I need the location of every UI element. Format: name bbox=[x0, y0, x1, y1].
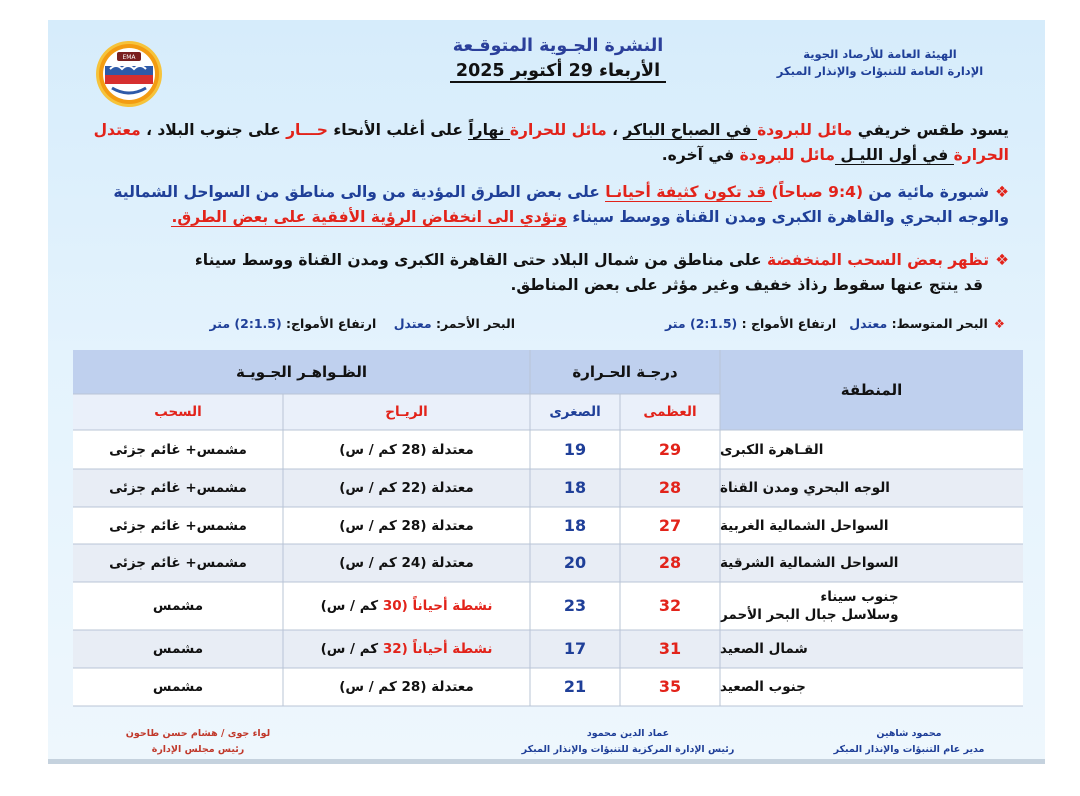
min-temp-cell: 17 bbox=[530, 630, 620, 668]
org-name: الهيئة العامة للأرصاد الجوية bbox=[803, 47, 957, 61]
ema-logo bbox=[92, 38, 166, 108]
bulletin-sheet bbox=[48, 20, 1045, 764]
min-temp-cell: 20 bbox=[530, 544, 620, 582]
organization-header bbox=[745, 46, 1015, 80]
bulletin-title-block bbox=[378, 34, 738, 84]
region-cell: السواحل الشمالية الغربية bbox=[720, 507, 1023, 544]
bulletin-date: الأربعاء 29 أكتوبر 2025 bbox=[378, 58, 738, 84]
general-forecast-paragraph: يسود طقس خريفي مائل للبرودة في الصباح الباكر ، مائل للحرارة نهاراً على أغلب الأنحاء حـــار على جنوب البلاد ، معتدل الحرارة في أول الليـل مائل للبرودة في آخره. bbox=[93, 121, 1009, 164]
wind-cell: نشطة أحياناً (30 كم / س) bbox=[283, 582, 530, 630]
clouds-paragraph: ❖تظهر بعض السحب المنخفضة على مناطق من شمال البلاد حتى القاهرة الكبرى ومدن القناة ووسط سيناء قد ينتج عنها سقوط رذاذ خفيف وغير مؤثر على بعض المناطق. bbox=[194, 251, 1009, 294]
min-temp-cell: 18 bbox=[530, 469, 620, 507]
region-cell: السواحل الشمالية الشرقية bbox=[720, 544, 1023, 582]
header-min-temp: الصغرى bbox=[530, 394, 620, 430]
header-wind: الريـاح bbox=[283, 394, 530, 430]
svg-text:EMA: EMA bbox=[122, 54, 136, 61]
bullet-icon: ❖ bbox=[993, 316, 1005, 331]
clouds-cell: مشمس+ غائم جزئى bbox=[73, 469, 283, 507]
max-temp-cell: 27 bbox=[620, 507, 720, 544]
signature-board-chairman: لواء جوى / هشام حسن طاحون رئيس مجلس الإدارة bbox=[125, 728, 271, 755]
region-cell: جنوب سيناء وسلاسل جبال البحر الأحمر bbox=[720, 582, 1023, 630]
wind-cell: معتدلة (22 كم / س) bbox=[283, 469, 530, 507]
org-department: الإدارة العامة للتنبؤات والإنذار المبكر bbox=[776, 64, 984, 78]
max-temp-cell: 32 bbox=[620, 582, 720, 630]
wind-cell: معتدلة (28 كم / س) bbox=[283, 668, 530, 706]
header-max-temp: العظمى bbox=[620, 394, 720, 430]
min-temp-cell: 18 bbox=[530, 507, 620, 544]
region-cell: القـاهرة الكبرى bbox=[720, 430, 1023, 469]
wind-cell: معتدلة (28 كم / س) bbox=[283, 507, 530, 544]
bullet-icon: ❖ bbox=[995, 251, 1009, 269]
wind-cell: نشطة أحياناً (32 كم / س) bbox=[283, 630, 530, 668]
red-sea-state: البحر الأحمر: معتدل ارتفاع الأمواج: (2:1.5) متر bbox=[209, 316, 515, 331]
max-temp-cell: 29 bbox=[620, 430, 720, 469]
min-temp-cell: 21 bbox=[530, 668, 620, 706]
forecast-table bbox=[73, 350, 1023, 708]
clouds-cell: مشمس bbox=[73, 630, 283, 668]
bulletin-title: النشرة الجـوية المتوقـعة bbox=[452, 36, 664, 56]
max-temp-cell: 28 bbox=[620, 469, 720, 507]
header-region: المنطقة bbox=[720, 350, 1023, 430]
min-temp-cell: 19 bbox=[530, 430, 620, 469]
mediterranean-sea-state: ❖البحر المتوسط: معتدل ارتفاع الأمواج : (2:1.5) متر bbox=[665, 316, 1005, 331]
region-cell: شمال الصعيد bbox=[720, 630, 1023, 668]
region-cell: جنوب الصعيد bbox=[720, 668, 1023, 706]
max-temp-cell: 35 bbox=[620, 668, 720, 706]
sheet-bottom-edge bbox=[48, 759, 1045, 764]
header-clouds: السحب bbox=[73, 394, 283, 430]
clouds-cell: مشمس+ غائم جزئى bbox=[73, 507, 283, 544]
clouds-cell: مشمس+ غائم جزئى bbox=[73, 430, 283, 469]
header-weather-phenomena: الظـواهـر الجـويـة bbox=[73, 350, 530, 394]
max-temp-cell: 31 bbox=[620, 630, 720, 668]
fog-warning-paragraph: ❖شبورة مائية من (9:4 صباحاً) قد تكون كثيفة أحيانـا على بعض الطرق المؤدية من والى مناطق من السواحل الشمالية والوجه البحري والقاهرة الكبرى ومدن القناة ووسط سيناء وتؤدي الى انخفاض الرؤية الأفقية على بعض الطرق. bbox=[113, 183, 1009, 226]
clouds-cell: مشمس bbox=[73, 582, 283, 630]
signature-forecast-director: محمود شاهين مدير عام التنبؤات والإنذار المبكر bbox=[833, 728, 985, 755]
header-temperature: درجـة الحـرارة bbox=[530, 350, 720, 394]
bullet-icon: ❖ bbox=[995, 183, 1009, 201]
region-cell: الوجه البحري ومدن القناة bbox=[720, 469, 1023, 507]
clouds-cell: مشمس+ غائم جزئى bbox=[73, 544, 283, 582]
min-temp-cell: 23 bbox=[530, 582, 620, 630]
wind-cell: معتدلة (24 كم / س) bbox=[283, 544, 530, 582]
clouds-cell: مشمس bbox=[73, 668, 283, 706]
max-temp-cell: 28 bbox=[620, 544, 720, 582]
wind-cell: معتدلة (28 كم / س) bbox=[283, 430, 530, 469]
table-grid bbox=[73, 350, 1023, 708]
signature-central-director: عماد الدين محمود رئيس الإدارة المركزية للتنبؤات والإنذار المبكر bbox=[521, 728, 735, 755]
